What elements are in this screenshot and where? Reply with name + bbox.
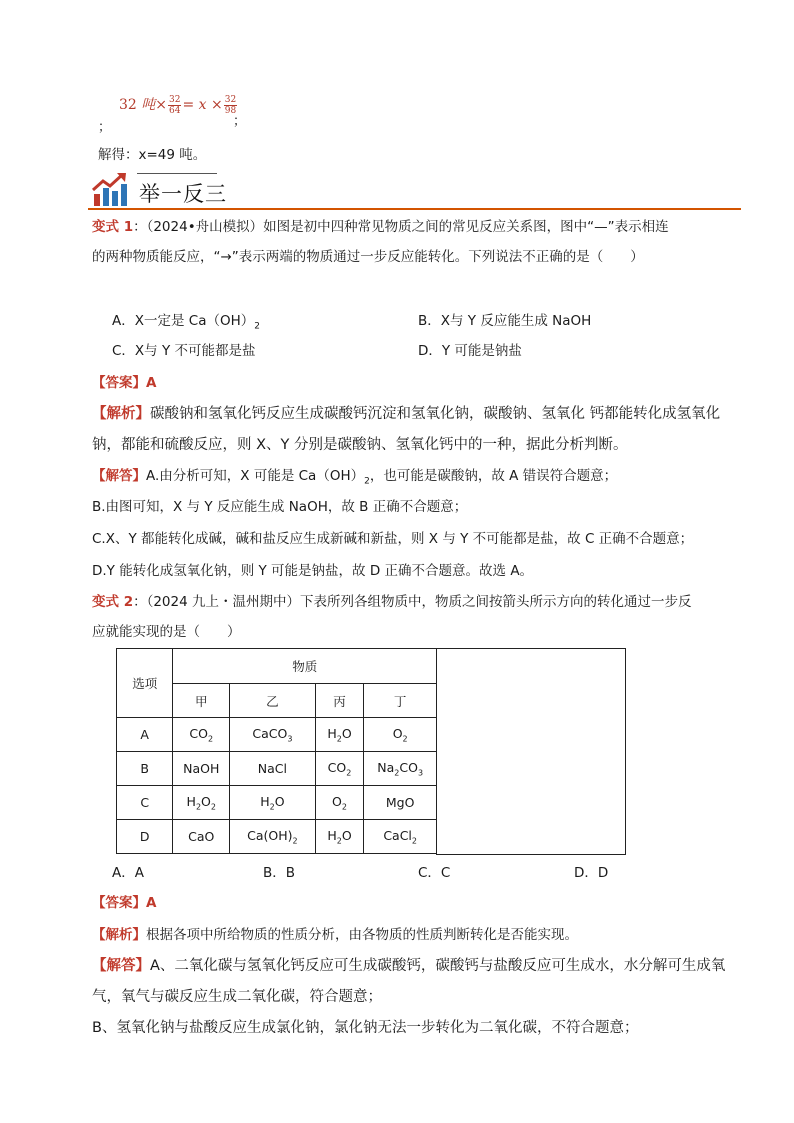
q1-detail-a-post: ，也可能是碳酸钠，故 A 错误符合题意； — [369, 468, 618, 484]
q2-option-d: D．D — [574, 865, 609, 881]
solution-text: 解得：x=49 吨。 — [98, 147, 207, 163]
table-cell-formula: $O_2$ — [364, 718, 437, 752]
q1-answer — [92, 374, 156, 392]
q2-option-c: C．C — [418, 865, 451, 881]
formula-trail: ； — [233, 114, 247, 129]
substance-table — [116, 648, 437, 854]
table-cell-formula: $O_2$ — [315, 786, 364, 820]
q1-detail-tag: 【解答】 — [92, 468, 146, 484]
table-header-option: 选项 — [117, 649, 173, 718]
q1-detail-d: D.Y 能转化成氢氧化钠，则 Y 可能是钠盐，故 D 正确不合题意。故选 A。 — [92, 563, 534, 579]
q1-answer-value: A — [146, 375, 157, 391]
q1-line1 — [92, 218, 669, 236]
q1-option-a — [112, 312, 260, 336]
q2-answer-tag: 【答案】 — [92, 895, 146, 911]
table-row — [117, 718, 437, 752]
formula-mid: = x × — [182, 97, 223, 113]
table-cell-formula: NaCl — [230, 752, 316, 786]
formula-lead: 32 — [119, 97, 137, 113]
table-cell-formula: CaO — [173, 820, 230, 854]
q1-analysis — [92, 405, 720, 423]
q1-detail-a-sub: 2 — [364, 476, 370, 487]
q1-detail-c: C.X、Y 都能转化成碱，碱和盐反应生成新碱和新盐，则 X 与 Y 不可能都是盐，故 C 正确不合题意； — [92, 531, 694, 547]
q1-detail-a-pre: A.由分析可知，X 可能是 Ca（OH） — [146, 468, 365, 484]
section-title: 举一反三 — [139, 182, 227, 206]
q2-answer-value: A — [146, 895, 157, 911]
q1-analysis-line1: 碳酸钠和氢氧化钙反应生成碳酸钙沉淀和氢氧化钠，碳酸钠、氢氧化 钙都能转化成氢氧化 — [150, 406, 721, 422]
q2-detail-b: B、氢氧化钠与盐酸反应生成氯化钠，氯化钠无法一步转化为二氧化碳，不符合题意； — [92, 1020, 639, 1036]
q2-analysis-text: 根据各项中所给物质的性质分析，由各物质的性质判断转化是否能实现。 — [146, 927, 578, 943]
diagram-panel — [436, 648, 626, 855]
q2-line2: 应就能实现的是（ ） — [92, 624, 241, 640]
table-cell-formula: $H_2O$ — [230, 786, 316, 820]
table-body — [117, 718, 437, 854]
table-row — [117, 752, 437, 786]
q1-analysis-line2: 钠，都能和硫酸反应，则 X、Y 分别是碳酸钠、氢氧化钙中的一种，据此分析判断。 — [92, 437, 628, 453]
q2-option-a: A．A — [112, 865, 144, 881]
table-cell-formula: MgO — [364, 786, 437, 820]
fraction-1-numerator: 32 — [169, 94, 181, 105]
q1-line2: 的两种物质能反应，“→”表示两端的物质通过一步反应能转化。下列说法不正确的是（ ） — [92, 249, 644, 265]
table-cell-formula: $Na_2CO_3$ — [364, 752, 437, 786]
q1-option-b: B．X与 Y 反应能生成 NaOH — [418, 313, 592, 329]
table-cell-formula: $H_2O$ — [315, 718, 364, 752]
q1-analysis-tag: 【解析】 — [92, 406, 150, 422]
q1-option-a-text: A．X一定是 Ca（OH） — [112, 313, 255, 329]
table-row-option: D — [117, 820, 173, 854]
q2-analysis-tag: 【解析】 — [92, 927, 146, 943]
table-cell-formula: $H_2O_2$ — [173, 786, 230, 820]
fraction-2-numerator: 32 — [224, 94, 237, 105]
formula-semicolon: ； — [98, 120, 112, 135]
q1-option-d: D．Y 可能是钠盐 — [418, 343, 522, 359]
table-cell-formula: CaCO$_3$ — [230, 718, 316, 752]
section-title-overline — [137, 173, 217, 174]
fraction-1-denominator: 64 — [169, 105, 181, 116]
q1-label: 变式 1 — [92, 219, 134, 235]
section-rule — [88, 208, 741, 210]
table-cell-formula: $H_2O$ — [315, 820, 364, 854]
table-cell-formula: CaCl$_2$ — [364, 820, 437, 854]
q1-detail-b: B.由图可知，X 与 Y 反应能生成 NaOH，故 B 正确不合题意； — [92, 499, 468, 515]
table-header-substance: 物质 — [173, 649, 437, 684]
q1-line1-text: ：（2024•舟山模拟）如图是初中四种常见物质之间的常见反应关系图，图中“—”表示相连 — [133, 219, 669, 235]
q2-detail-tag: 【解答】 — [92, 958, 150, 974]
q2-detail-a — [92, 957, 725, 975]
table-row — [117, 786, 437, 820]
table-cell-formula: $Ca(OH)_2$ — [230, 820, 316, 854]
q2-detail-a-line2: 气，氧气与碳反应生成二氧化碳，符合题意； — [92, 989, 382, 1005]
q2-label: 变式 2 — [92, 594, 134, 610]
q1-detail-a — [92, 467, 617, 491]
q2-option-b: B．B — [263, 865, 296, 881]
table-cell-formula: $CO_2$ — [315, 752, 364, 786]
q1-option-a-sub: 2 — [254, 321, 260, 332]
q2-line1 — [92, 593, 692, 611]
formula-unit: 吨 — [141, 97, 156, 113]
q2-answer — [92, 894, 156, 912]
q2-detail-a-line1: A、二氧化碳与氢氧化钙反应可生成碳酸钙，碳酸钙与盐酸反应可生成水，水分解可生成氧 — [150, 958, 726, 974]
table-row-option: C — [117, 786, 173, 820]
q1-answer-tag: 【答案】 — [92, 375, 146, 391]
fraction-1 — [168, 95, 181, 116]
table-col-ding: 丁 — [364, 684, 437, 718]
table-cell-formula: NaOH — [173, 752, 230, 786]
table-row — [117, 820, 437, 854]
q1-option-c: C．X与 Y 不可能都是盐 — [112, 343, 256, 359]
table-cell-formula: $CO_2$ — [173, 718, 230, 752]
q2-line1-text: ：（2024 九上・温州期中）下表所列各组物质中，物质之间按箭头所示方向的转化通过一步反 — [133, 594, 692, 610]
table-col-bing: 丙 — [315, 684, 364, 718]
proportion-formula: 32 吨× $\frac{32}{64}$ = x × $\frac{32}{98}$ — [119, 94, 237, 116]
q2-analysis — [92, 926, 578, 944]
fraction-2-denominator: 98 — [224, 105, 237, 116]
table-row-option: A — [117, 718, 173, 752]
table-col-jia: 甲 — [173, 684, 230, 718]
chart-growth-icon — [90, 170, 130, 208]
table-col-yi: 乙 — [230, 684, 316, 718]
table-row-option: B — [117, 752, 173, 786]
